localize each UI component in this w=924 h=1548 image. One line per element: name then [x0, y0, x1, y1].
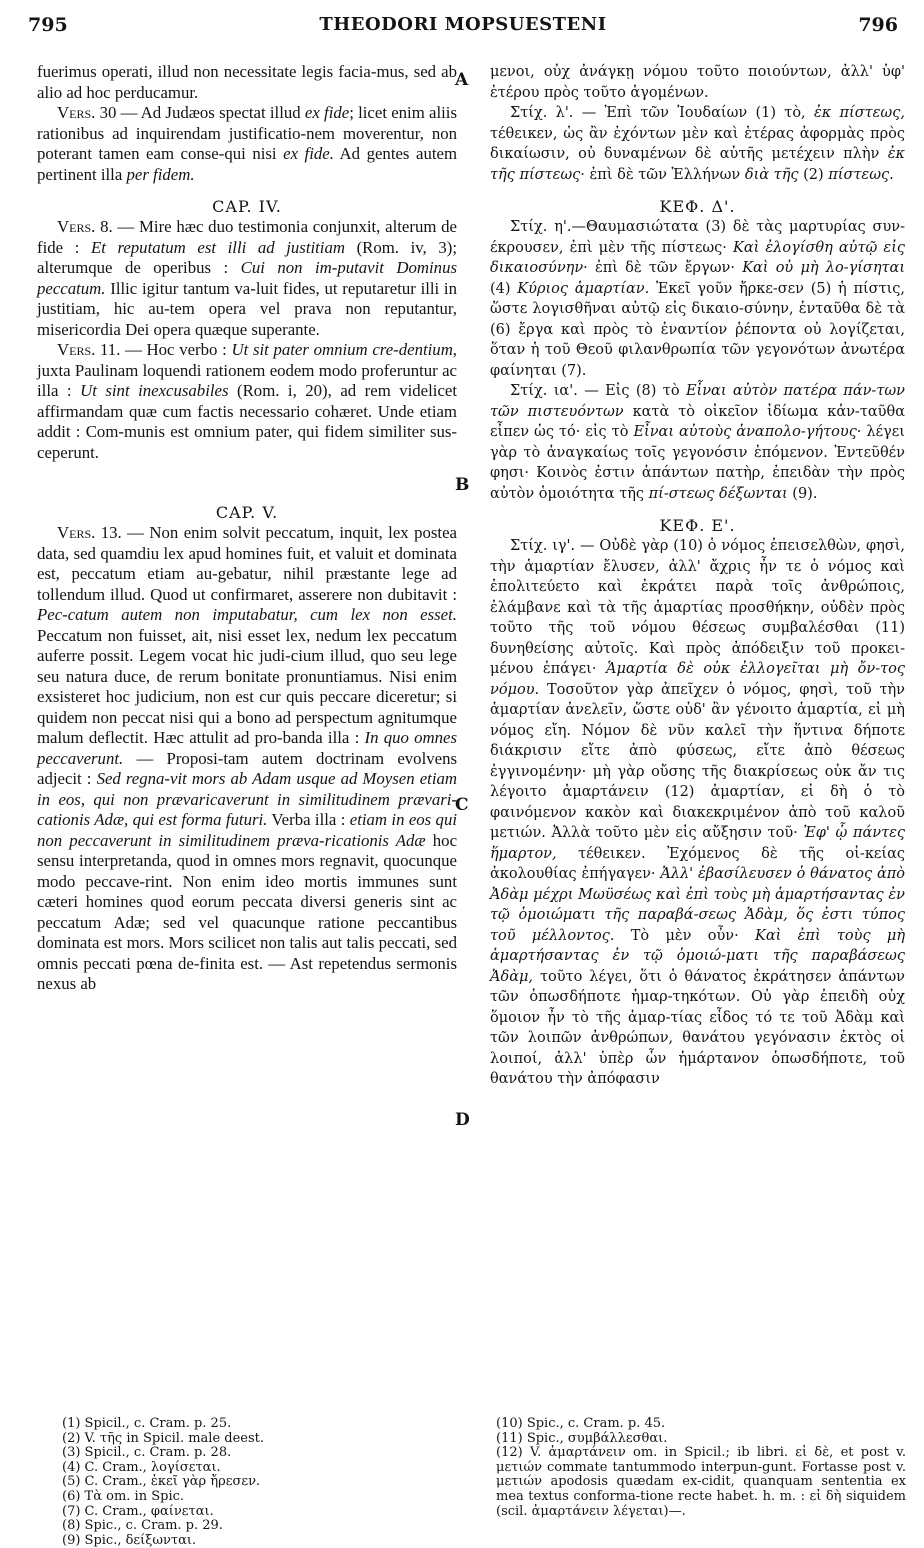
footnote: (7) C. Cram., φαίνεται. — [62, 1503, 214, 1519]
greek-column — [490, 62, 905, 1090]
footnote: (12) V. ἁμαρτάνειν om. in Spicil.; ib libri. εἰ δὲ, et post v. μετιών commate tantummodo interpun-gunt. Fortasse post v. μετιών apodosis quædam ex-cidit, quanquam sententia ex mea textus conforma-tione recte habet. h. m. : εἰ δὴ siquidem (scil. ἁμαρτάνειν λέγεται)—. — [496, 1445, 906, 1519]
chapter-heading: CAP. V. — [215, 503, 279, 522]
chapter-heading: ΚΕΦ. Δ'. — [659, 197, 736, 216]
footnote: (2) V. τῆς in Spicil. male deest. — [62, 1430, 265, 1446]
verse-label: Vers. — [57, 340, 96, 359]
footnote: (11) Spic., συμβάλλεσθαι. — [496, 1430, 668, 1446]
chapter-heading: CAP. IV. — [212, 197, 282, 216]
page-number-left: 795 — [28, 14, 68, 36]
margin-mark-b: B — [455, 475, 470, 495]
greek-paragraph: Στίχ. ια'. — Εἰς (8) τὸ Εἶναι αὐτὸν πατέρα πάν-των τῶν πιστευόντων κατὰ τὸ οἰκεῖον ἰδίωμα κἀν-ταῦθα εἶπεν ὡς τό· εἰς τὸ Εἶναι αὐτοὺς ἀναπολο-γήτους· λέγει γὰρ τὸ ἀναγκαίως τοῖς γεγονόσιν ἑπόμενον. Ἐντεῦθέν φησι· Κοινὸς ἐστιν ἁπάντων πατὴρ, ἐπειδὰν τὴν πρὸς αὐτὸν ὁμοιότητα τῆς πί-στεως δέξωνται (9). — [490, 383, 905, 502]
footnote: (9) Spic., δείξωνται. — [62, 1532, 197, 1548]
running-title: THEODORI MOPSUESTENI — [319, 14, 607, 35]
margin-mark-d: D — [455, 1110, 470, 1130]
verse-label: Vers. — [57, 523, 96, 542]
greek-paragraph: Στίχ. ιγ'. — Οὐδὲ γὰρ (10) ὁ νόμος ἐπεισελθὼν, φησὶ, τὴν ἁμαρτίαν ἔλυσεν, ἀλλ' ἄχρις ἦν τε ὁ νόμος καὶ ἐπολιτεύετο καὶ ἐκράτει παρὰ τοῖς ἀνθρώποις, ἐλάμβανε καὶ τὰ τῆς ἁμαρτίας προσθήκην, οὐδὲν πρὸς τοῦτο τῆς τοῦ νόμου θέσεως συμβαλέσθαι (11) δυνηθείσης αὐτοῖς. Καὶ πρὸς ἀπόδειξιν τοῦ προκει-μένου ἐπάγει· Ἁμαρτία δὲ οὐκ ἐλλογεῖται μὴ ὄν-τος νόμου. Τοσοῦτον γὰρ ἀπεῖχεν ὁ νόμος, φησὶ, τοῦ τὴν ἁμαρτίαν ἀνελεῖν, ὥστε οὐδ' ἂν γένοιτο ἁμαρτία, εἰ μὴ νόμος εἴη. Νόμον δὲ νῦν καλεῖ τὴν ἥντινα δήποτε διάκρισιν εἴτε ἀπὸ φύσεως, εἴτε ἀπὸ θέσεως ἐγγινομένην· μὴ γὰρ οὔσης τῆς διακρίσεως οὐκ ἄν τις λέγοιτο ἁμαρτάνειν (12) ἁμαρτίαν, εἰ δὴ ὁ τὸ φαινόμενον κακὸν καὶ διακεκριμένον ἀπὸ τοῦ καλοῦ μετιών. Ἀλλὰ τοῦτο μὲν εἰς αὔξησιν τοῦ· Ἐφ' ᾧ πάντες ἥμαρτον, τέθεικεν. Ἐχόμενος δὲ τῆς οἰ-κείας ἀκολουθίας ἐπήγαγεν· Ἀλλ' ἐβασίλευσεν ὁ θάνατος ἀπὸ Ἀδὰμ μέχρι Μωϋσέως καὶ ἐπὶ τοὺς μὴ ἁμαρτήσαντας ἐν τῷ ὁμοιώματι τῆς παραβά-σεως Ἀδὰμ, ὅς ἐστι τύπος τοῦ μέλλοντος. Τὸ μὲν οὖν· Καὶ ἐπὶ τοὺς μὴ ἁμαρτήσαντας ἐν τῷ ὁμοιώ-ματι τῆς παραβάσεως Ἀδὰμ, τοῦτο λέγει, ὅτι ὁ θάνατος ἐκράτησεν ἁπάντων τῶν ὁπωσδήποτε ἡμαρ-τηκότων. Οὐ γὰρ ἐπειδὴ οὐχ ὅμοιον ἦν τὸ τῆς ἁμαρ-τίας εἶδος τό τε τοῦ Ἀδὰμ καὶ τῶν λοιπῶν ἀνθρώπων, θανάτου γεγόνασιν ἐκτὸς οἱ λοιποί, ἀλλ' ὑπὲρ ὧν ἡμάρτανον ὁπωσδήποτε, τοῦ θανάτου τὴν ἀπόφασιν — [490, 538, 906, 1087]
footnote: (1) Spicil., c. Cram. p. 25. — [62, 1416, 232, 1431]
latin-paragraph: Vers. 8. — Mire hæc duo testimonia conjunxit, alterum de fide : Et reputatum est illi ad justitiam (Rom. iv, 3); alterumque de operibus : Cui non im-putavit Dominus peccatum. Illic igitur tantum va-luit fides, ut reputaretur illi in justitiam, hic au-tem opera vel prava non reputantur, misericordia Dei opera quæque superante. — [37, 217, 457, 339]
footnotes-left — [62, 1417, 452, 1548]
latin-paragraph: fuerimus operati, illud non necessitate legis facia-mus, sed ab alio ad hoc perducamur. — [37, 62, 457, 102]
latin-paragraph: Vers. 11. — Hoc verbo : Ut sit pater omnium cre-dentium, juxta Paulinam loquendi rationem eodem modo proferuntur ac illa : Ut sint inexcusabiles (Rom. i, 20), ad rem videlicet affirmandam quæ cum factis necessario cohæret. Unde etiam addit : Com-munis est omnium pater, qui fidem similiter sus-ceperunt. — [37, 340, 458, 462]
footnote: (10) Spic., c. Cram. p. 45. — [496, 1416, 666, 1431]
margin-mark-a: A — [455, 70, 469, 90]
verse-label: Vers. — [57, 217, 96, 236]
greek-paragraph: Στίχ. λ'. — Ἐπὶ τῶν Ἰουδαίων (1) τὸ, ἐκ πίστεως, τέθεικεν, ὡς ἂν ἐχόντων μὲν καὶ ἑτέρας ἀφορμὰς πρὸς δικαίωσιν, οὐ δυναμένων δὲ αὐτῆς μετέχειν πλὴν ἐκ τῆς πίστεως· ἐπὶ δὲ τῶν Ἑλλήνων διὰ τῆς (2) πίστεως. — [490, 105, 905, 183]
footnote: (8) Spic., c. Cram. p. 29. — [62, 1518, 223, 1534]
verse-label: Vers. — [57, 103, 96, 122]
page-number-right: 796 — [858, 14, 898, 36]
margin-mark-c: C — [455, 795, 469, 815]
latin-paragraph: Vers. 30 — Ad Judæos spectat illud ex fide; licet enim aliis rationibus ad inquirendam justificatio-nem moverentur, non poterant tamen eam conse-qui nisi ex fide. Ad gentes autem pertinent illa per fidem. — [37, 103, 458, 184]
footnotes-right — [496, 1417, 906, 1519]
footnote: (6) Τὰ om. in Spic. — [62, 1488, 185, 1504]
footnote: (4) C. Cram., λογίσεται. — [62, 1459, 221, 1475]
page-header — [28, 14, 898, 44]
latin-column — [37, 62, 457, 995]
footnote: (3) Spicil., c. Cram. p. 28. — [62, 1445, 232, 1461]
greek-paragraph: μενοι, οὐχ ἀνάγκῃ νόμου τοῦτο ποιούντων, ἀλλ' ὑφ' ἑτέρου πρὸς τοῦτο ἀγομένων. — [490, 64, 905, 101]
footnote: (5) C. Cram., ἐκεῖ γὰρ ἤρεσεν. — [62, 1474, 261, 1490]
chapter-heading: ΚΕΦ. Ε'. — [659, 516, 736, 535]
latin-paragraph: Vers. 13. — Non enim solvit peccatum, inquit, lex postea data, sed quamdiu lex apud homines fuit, et valuit et dominata est, peccatum etiam au-gebatur, nihil præstante lege ad tollendum illud. Quod ut confirmaret, asserere non dubitavit : Pec-catum autem non imputabatur, cum lex non esset. Peccatum non fuisset, ait, nisi esset lex, nedum lex peccatum auferre possit. Legem vocat hic judi-cium illud, quo seu lege seu natura duce, de rerum bonitate pronuntiamus. Nisi enim exsisteret hoc judicium, non est cur quis peccare diceretur; si quidem non peccat nisi qui a bono ad perspectum agnitumque malum deflectit. Hæc attulit ad pro-banda illa : In quo omnes peccaverunt. — Proposi-tam autem doctrinam evolvens adjecit : Sed regna-vit mors ab Adam usque ad Moysen etiam in eos, qui non prævaricaverunt in similitudinem prævari-cationis Adæ, qui est forma futuri. Verba illa : etiam in eos qui non peccaverunt in similitudinem præva-ricationis Adæ hoc sensu interpretanda, quod in omnes mors regnavit, quocunque modo peccave-rint. Non enim ideo mortis immunes sunt cæteri homines quod eorum peccata diversi generis sint ac peccatum Adæ; sed vel quacunque ratione peccantibus dominata est mors. Mors scilicet non talis aut talis peccati, sed omnis peccati pœna de-finita est. — Ast repetendus sermonis nexus ab — [37, 523, 458, 993]
greek-paragraph: Στίχ. η'.—Θαυμασιώτατα (3) δὲ τὰς μαρτυρίας συν-έκρουσεν, ἐπὶ μὲν τῆς πίστεως· Καὶ ἐλογίσθη αὐτῷ εἰς δικαιοσύνην· ἐπὶ δὲ τῶν ἔργων· Καὶ οὐ μὴ λο-γίσηται (4) Κύριος ἁμαρτίαν. Ἐκεῖ γοῦν ἤρκε-σεν (5) ἡ πίστις, ὥστε λογισθῆναι αὐτῷ εἰς δικαιο-σύνην, ἐνταῦθα δὲ τὰ (6) ἔργα καὶ πρὸς τὸ ἐναντίον ῥέποντα οὐ λογίζεται, ὅταν ἡ τοῦ Θεοῦ φιλανθρωπία τῶν γεγονότων ἀνωτέρα φαίνηται (7). — [490, 219, 906, 379]
